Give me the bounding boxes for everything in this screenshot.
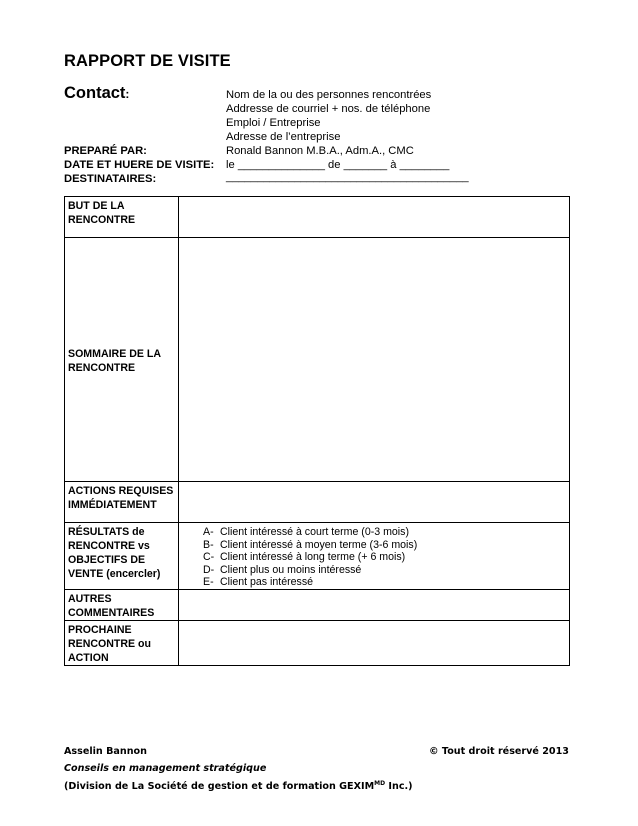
- purpose-label: BUT DE LA RENCONTRE: [65, 197, 179, 238]
- results-options: [179, 523, 570, 590]
- other-field[interactable]: [179, 589, 570, 620]
- option-c[interactable]: C- Client intéressé à long terme (+ 6 mois): [203, 551, 406, 563]
- date-label: DATE ET HUERE DE VISITE:: [64, 159, 215, 171]
- contact-line-employer: Emploi / Entreprise: [226, 117, 321, 129]
- option-a[interactable]: A- Client intéressé à court terme (0-3 mois): [203, 526, 409, 538]
- footer-copyright: © Tout droit réservé 2013: [429, 746, 569, 757]
- contact-line-email: Addresse de courriel + nos. de téléphone: [226, 103, 431, 115]
- recipients-value[interactable]: _______________________________________: [226, 171, 469, 183]
- option-d[interactable]: D- Client plus ou moins intéressé: [203, 563, 362, 576]
- next-field[interactable]: [179, 620, 570, 665]
- option-b[interactable]: B- Client intéressé à moyen terme (3-6 mois): [203, 538, 418, 551]
- contact-colon: :: [125, 87, 130, 101]
- prepared-by-value: Ronald Bannon M.B.A., Adm.A., CMC: [226, 145, 414, 157]
- footer-division: (Division de La Société de gestion et de formation $GEXIM^{MD}$ Inc.): [64, 780, 413, 793]
- next-label: PROCHAINE RENCONTRE ou ACTION: [65, 620, 179, 665]
- contact-line-address: Adresse de l’entreprise: [226, 131, 341, 143]
- summary-field[interactable]: [179, 238, 570, 482]
- actions-field[interactable]: [179, 482, 570, 523]
- recipients-label: DESTINATAIRES:: [64, 173, 157, 185]
- results-label: RÉSULTATS de RENCONTRE vs OBJECTIFS DE VENTE (encercler): [65, 523, 179, 590]
- prepared-by-label: PREPARÉ PAR:: [64, 145, 147, 157]
- summary-label: SOMMAIRE DE LA RENCONTRE: [65, 238, 179, 482]
- footer-author: Asselin Bannon: [64, 746, 147, 757]
- visit-report-table: [64, 196, 570, 666]
- contact-label: Contact:: [64, 84, 130, 102]
- row-purpose: [65, 197, 570, 238]
- footer-division-sup: MD: [374, 780, 386, 787]
- row-next: [65, 620, 570, 665]
- actions-label: ACTIONS REQUISES IMMÉDIATEMENT: [65, 482, 179, 523]
- row-other: [65, 589, 570, 620]
- purpose-field[interactable]: [179, 197, 570, 238]
- row-actions: [65, 482, 570, 523]
- contact-line-names: Nom de la ou des personnes rencontrées: [226, 89, 432, 101]
- footer-subtitle: Conseils en management stratégique: [64, 763, 267, 774]
- document-title: RAPPORT DE VISITE: [64, 52, 231, 70]
- row-summary: [65, 238, 570, 482]
- option-e[interactable]: E- Client pas intéressé: [203, 576, 314, 588]
- row-results: [65, 523, 570, 590]
- other-label: AUTRES COMMENTAIRES: [65, 589, 179, 620]
- date-value[interactable]: le ______________ de _______ à ________: [226, 159, 450, 171]
